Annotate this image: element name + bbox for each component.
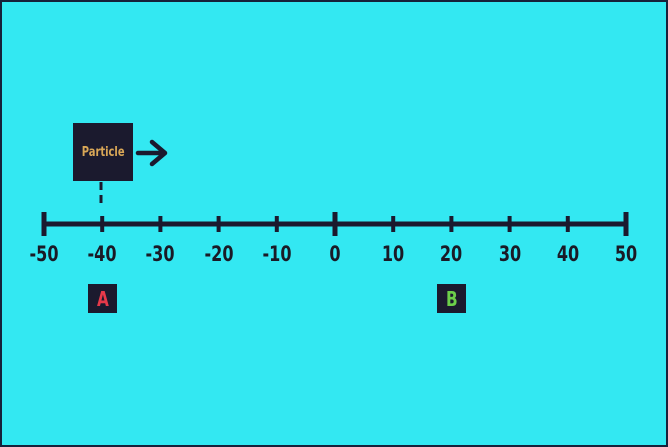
particle-box (73, 123, 133, 181)
tick-label: -20 (204, 242, 234, 266)
marker-a-label: A (96, 286, 109, 311)
marker-a (88, 284, 117, 313)
tick-label: -30 (145, 242, 175, 266)
right-arrow-icon (138, 142, 165, 164)
tick-label: 30 (498, 242, 521, 266)
tick-label: 20 (440, 242, 463, 266)
tick-label: -40 (87, 242, 117, 266)
tick-label: -50 (29, 242, 59, 266)
particle-label: Particle (81, 144, 125, 160)
tick-label: 10 (382, 242, 405, 266)
tick-label: 50 (614, 242, 638, 266)
tick-label: 40 (556, 242, 579, 266)
marker-b-label: B (446, 286, 458, 311)
tick-label: -10 (262, 242, 292, 266)
tick-label: 0 (329, 242, 341, 266)
number-line-axis (2, 2, 666, 445)
marker-b (437, 284, 466, 313)
